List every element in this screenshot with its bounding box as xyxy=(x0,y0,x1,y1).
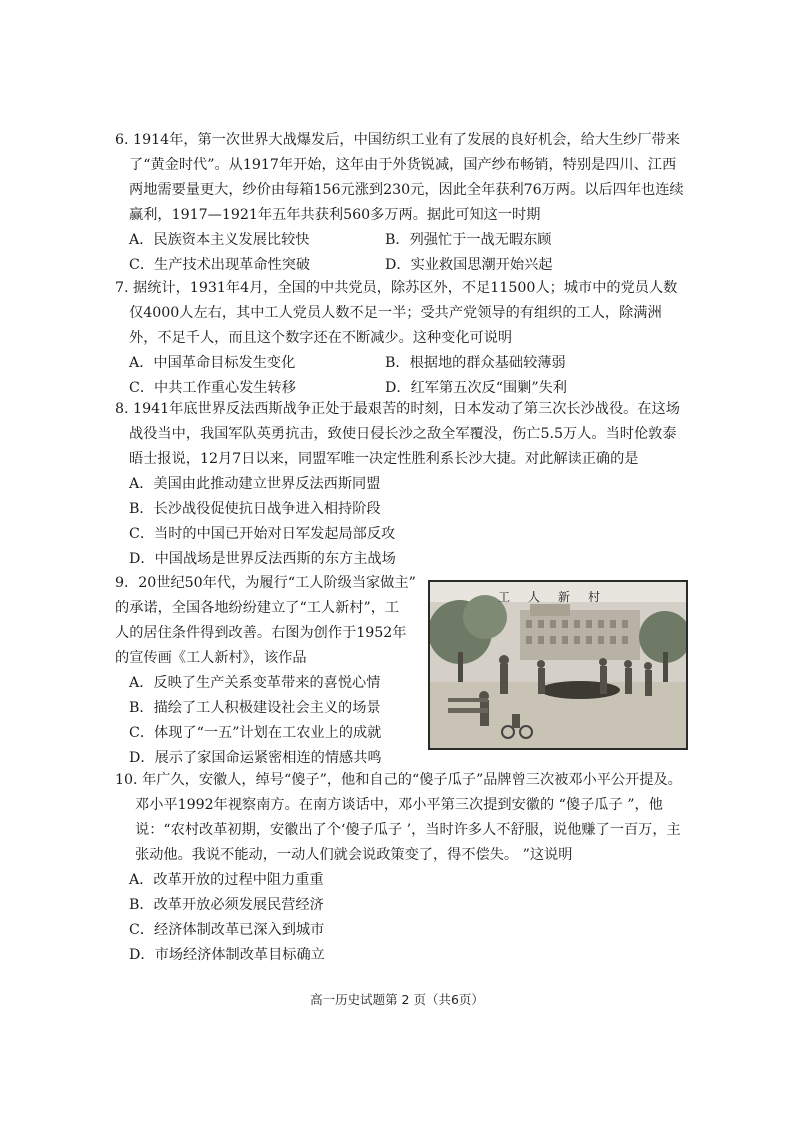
option-d[interactable]: D．中国战场是世界反法西斯的东方主战场 xyxy=(129,551,396,567)
option-d[interactable]: D．红军第五次反“围剿”失利 xyxy=(385,380,567,396)
option-a[interactable]: A．中国革命目标发生变化 xyxy=(129,355,296,371)
option-d[interactable]: D．展示了家国命运紧密相连的情感共鸣 xyxy=(129,750,382,766)
question-10-stem: 10. 年广久，安徽人，绰号“傻子”，他和自己的“傻子瓜子”品牌曾三次被邓小平公开提及。邓小平1992年视察南方。在南方谈话中，邓小平第三次提到安徽的 “傻子瓜子 ”，他说：“农村改革初期，安徽出了个‘傻子瓜子 ’，当时许多人不舒服，说他赚了一百万，主张动他。我说不能动，一动人们就会说政策变了，得不偿失。 ”这说明 xyxy=(115,772,682,863)
option-a[interactable]: A．反映了生产关系变革带来的喜悦心情 xyxy=(129,675,381,691)
option-b[interactable]: B．列强忙于一战无暇东顾 xyxy=(385,232,552,248)
page-footer: 高一历史试题第 2 页（共6页） xyxy=(310,992,484,1007)
poster-title: 工人新村 xyxy=(497,590,618,604)
option-c[interactable]: C．生产技术出现革命性突破 xyxy=(129,257,311,273)
question-10-options xyxy=(115,868,690,968)
option-c[interactable]: C．体现了“一五”计划在工农业上的成就 xyxy=(129,725,382,741)
question-9-stem-line: 人的居住条件得到改善。右图为创作于1952年 xyxy=(115,625,407,641)
question-9-stem-line: 的宣传画《工人新村》，该作品 xyxy=(115,650,307,666)
question-9-stem-line: 的承诺，全国各地纷纷建立了“工人新村”，工 xyxy=(115,600,400,616)
option-a[interactable]: A．民族资本主义发展比较快 xyxy=(129,232,310,248)
option-c[interactable]: C．中共工作重心发生转移 xyxy=(129,380,296,396)
option-c[interactable]: C．经济体制改革已深入到城市 xyxy=(129,922,325,938)
question-8-stem: 8. 1941年底世界反法西斯战争正处于最艰苦的时刻，日本发动了第三次长沙战役。在这场战役当中，我国军队英勇抗击，致使日侵长沙之敌全军覆没，伤亡5.5万人。当时伦敦泰晤士报说，12月7日以来，同盟军唯一决定性胜利系长沙大捷。对此解读正确的是 xyxy=(115,401,680,467)
option-a[interactable]: A．改革开放的过程中阻力重重 xyxy=(129,872,324,888)
option-b[interactable]: B．根据地的群众基础较薄弱 xyxy=(385,355,566,371)
question-7-options xyxy=(115,351,690,401)
question-9-stem xyxy=(115,571,425,671)
option-a[interactable]: A．美国由此推动建立世界反法西斯同盟 xyxy=(129,476,381,492)
option-b[interactable]: B．描绘了工人积极建设社会主义的场景 xyxy=(129,700,381,716)
option-b[interactable]: B．改革开放必须发展民营经济 xyxy=(129,897,324,913)
question-6-stem: 6. 1914年，第一次世界大战爆发后，中国纺织工业有了发展的良好机会，给大生纱厂带来了“黄金时代”。从1917年开始，这年由于外货锐减，国产纱布畅销，特别是四川、江西两地需要量更大，纱价由每箱156元涨到230元，因此全年获利76万两。以后四年也连续赢利，1917—1921年五年共获利560多万两。据此可知这一时期 xyxy=(115,132,684,223)
question-9-options xyxy=(115,671,425,771)
poster-image-workers-village xyxy=(428,580,688,750)
option-d[interactable]: D．实业救国思潮开始兴起 xyxy=(385,257,553,273)
option-c[interactable]: C．当时的中国已开始对日军发起局部反攻 xyxy=(129,526,396,542)
option-d[interactable]: D．市场经济体制改革目标确立 xyxy=(129,947,325,963)
question-7 xyxy=(115,276,690,401)
poster-illustration xyxy=(430,582,686,748)
option-b[interactable]: B．长沙战役促使抗日战争进入相持阶段 xyxy=(129,501,381,517)
question-7-stem: 7. 据统计，1931年4月，全国的中共党员，除苏区外，不足11500人；城市中的党员人数仅4000人左右，其中工人党员人数不足一半；受共产党领导的有组织的工人，除满洲外，不足千人，而且这个数字还在不断减少。这种变化可说明 xyxy=(115,280,678,346)
question-8 xyxy=(115,397,690,572)
question-8-options xyxy=(115,472,690,572)
question-9-stem-line: 9．20世纪50年代，为履行“工人阶级当家做主” xyxy=(115,575,416,591)
question-10 xyxy=(115,768,690,968)
question-6 xyxy=(115,128,690,278)
question-6-options xyxy=(115,228,690,278)
question-9 xyxy=(115,571,425,771)
